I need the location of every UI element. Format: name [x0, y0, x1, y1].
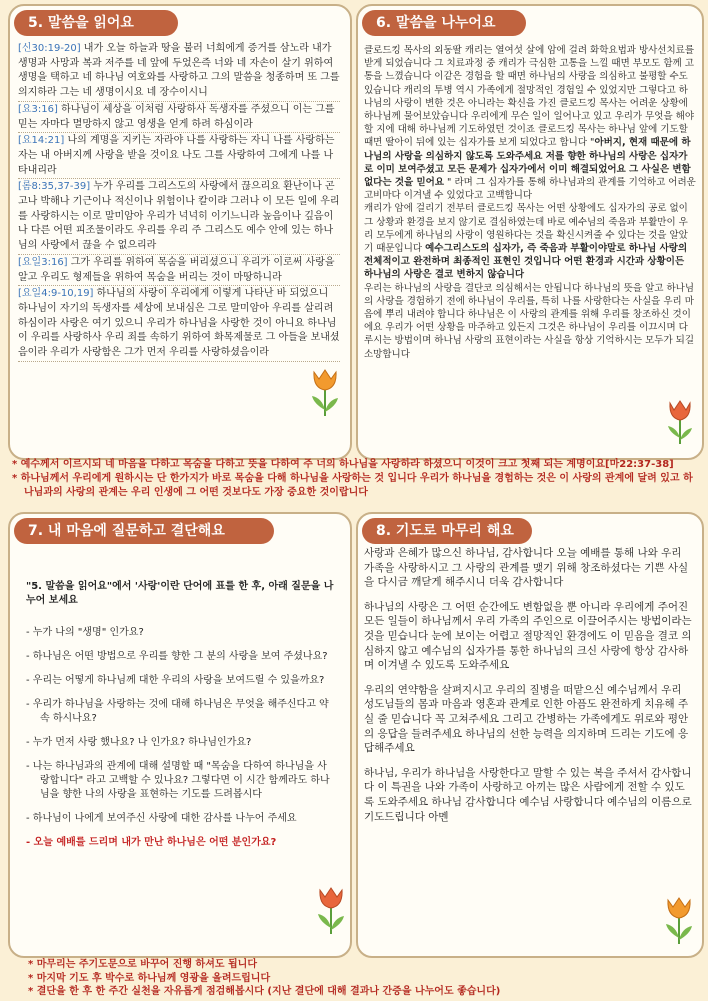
tulip-icon: [660, 894, 698, 946]
prayer-paragraph: 하나님의 사랑은 그 어떤 순간에도 변함없을 뿐 아니라 우리에게 주어진 모든 일들이 하나님께서 우리 가족의 주인으로 이끌어주시는 방법이라는 것을 믿습니다 눈에 보이는 어렵고 절망적인 환경에도 이 믿음을 결코 의심하지 않고 예수님의 십자가를 통한 하나님의 크신 사랑에 항상 감사하며 이겨낼 수 있도록 도와주세요: [364, 600, 692, 672]
scripture-text: 누가 우리를 그리스도의 사랑에서 끊으리요 환난이나 곤고나 박해나 기근이나 적신이나 위험이나 칼이랴 그러나 이 모든 일에 우리를 사랑하시는 이로 말미암아 우리가 넉넉히 이기느니라 높음이나 깊음이나 다른 어떤 피조물이라도 우리를 우리 주 그리스도 예수 안에 있는 하나님의 사랑에서 끊을 수 없으리라: [18, 181, 340, 252]
scripture-reference: [요일3:16]: [18, 256, 68, 268]
section8-prayer: [364, 546, 694, 834]
scripture-text: 내가 오늘 하늘과 땅을 불러 너희에게 증거를 삼노라 내가 생명과 사망과 복과 저주를 네 앞에 두었은즉 너와 네 자손이 살기 위하여 생명을 택하고 네 하나님 여호와를 사랑하고 그의 말씀을 청종하며 또 그를 의지하라 그는 네 생명이시요 네 장수이시니: [18, 43, 340, 99]
question-item: - 나는 하나님과의 관계에 대해 설명할 때 "목숨을 다하여 하나님을 사랑합니다" 라고 고백할 수 있나요? 그렇다면 이 시간 함께라도 하나님을 향한 나의 사랑을 표현하는 기도를 드려봅시다: [26, 761, 330, 800]
tulip-icon: [306, 366, 344, 418]
final-question-text: 오늘 예배를 드리며 내가 만난 하나님은 어떤 분인가요?: [33, 837, 277, 848]
final-question: - 오늘 예배를 드리며 내가 만난 하나님은 어떤 분인가요?: [26, 837, 277, 848]
question-item: - 우리가 하나님을 사랑하는 것에 대해 하나님은 무엇을 해주신다고 약속 하시나요?: [26, 699, 329, 724]
question-item: - 우리는 어떻게 하나님께 대한 우리의 사랑을 보여드릴 수 있을까요?: [26, 675, 325, 686]
body-text: 우리는 하나님의 사랑을 결단코 의심해서는 안됩니다 하나님의 뜻을 알고 하나님의 사랑을 경험하기 전에 하나님이 우리를, 특히 나를 사랑한다는 사실을 우리 마음에 뿌리 내려야 합니다 하나님은 이 사랑의 관계를 위해 우리를 창조하신 것이에요 우리가 어떤 상황을 마주하고 있든지 그것은 하나님이 우리를 이끄시며 다루시는 방법이며 하나님 사랑의 표현이라는 사실을 항상 기억하시는 모두가 되길 소망합니다: [364, 282, 695, 360]
scripture-reference: [요14:21]: [18, 135, 65, 147]
question-text: 누가 나의 "생명" 인가요?: [32, 627, 144, 638]
footer-note-text: 결단을 한 후 한 주간 실천을 자유롭게 점검해봅시다 (지난 결단에 대해 결과나 간증을 나누어도 좋습니다): [36, 986, 501, 997]
question-text: 우리가 하나님을 사랑하는 것에 대해 하나님은 무엇을 해주신다고 약속 하시나요?: [32, 699, 329, 724]
section7-intro: "5. 말씀을 읽어요"에서 '사랑'이란 단어에 표를 한 후, 아래 질문을 나누어 보세요: [26, 581, 334, 606]
footer-note-text: 마지막 기도 후 박수로 하나님께 영광을 올려드립니다: [36, 972, 271, 984]
scripture-reference: [롬8:35,37-39]: [18, 181, 91, 193]
question-text: 나는 하나님과의 관계에 대해 설명할 때 "목숨을 다하여 하나님을 사랑합니다" 라고 고백할 수 있나요? 그렇다면 이 시간 함께라도 하나님을 향한 나의 사랑을 표현하는 기도를 드려봅시다: [32, 761, 330, 800]
question-text: 우리는 어떻게 하나님께 대한 우리의 사랑을 보여드릴 수 있을까요?: [32, 675, 325, 686]
emphasis-text: 예수그리스도의 십자가, 즉 죽음과 부활이야말로 하나님 사랑의 전체적이고 완전하며 최종적인 표현인 것입니다 어떤 환경과 시간과 상황이든 하나님의 사랑은 결코 변하지 않습니다: [364, 243, 688, 281]
scripture-passage: [18, 287, 340, 362]
body-text: 클로드킹 목사의 외동딸 캐리는 열여섯 살에 암에 걸려 화학요법과 방사선치료를 받게 되었습니다 그 치료과정 중 캐리가 극심한 고통을 느낄 때면 부모도 함께 고통을 느꼈습니다 이같은 경험을 할 때면 하나님의 사랑을 의심하고 불평할 수도 있습니다 캐리의 투병 역시 가족에게 절망적인 경험일 수 있었지만 그렇다고 하나님의 사랑이 변한 것은 아니라는 확신을 가진 클로드킹 목사는 어려운 상황에 하나님께 물어보았습니다 우리에게 무슨 일이 일어나고 있고 우리가 무엇을 해야할 지에 대해 하나님께 기도하였던 것이죠 클로드킹 목사는 하나님 앞에 기도할 때면 딸아이 뒤에 있는 십자가를 보게 되었다고 합니다 ": [364, 45, 695, 149]
section6-body: [364, 44, 696, 361]
scripture-text: 하나님이 세상을 이처럼 사랑하사 독생자를 주셨으니 이는 그를 믿는 자마다 멸망하지 않고 영생을 얻게 하려 하심이라: [18, 103, 335, 130]
question-text: 하나님은 어떤 방법으로 우리를 향한 그 분의 사랑을 보여 주셨나요?: [32, 651, 328, 662]
section5-scripture: [18, 42, 340, 363]
footer-note: * 결단을 한 후 한 주간 실천을 자유롭게 점검해봅시다 (지난 결단에 대해 결과나 간증을 나누어도 좋습니다): [28, 986, 501, 997]
scripture-passage: [18, 103, 340, 133]
scripture-passage: [18, 256, 340, 286]
scripture-reference: [요일4:9-10,19]: [18, 288, 94, 300]
body-text: " 라며 그 십자가를 통해 하나님과의 관계를 기억하고 어려운 고비마다 이겨낼 수 있었다고 고백합니다: [364, 177, 696, 202]
scripture-text: 나의 계명을 지키는 자라야 나를 사랑하는 자니 나를 사랑하는 자는 내 아버지께 사랑을 받을 것이요 나도 그를 사랑하여 그에게 나를 나타내리라: [18, 135, 335, 176]
section7-questions: [26, 580, 336, 860]
scripture-reference: [신30:19-20]: [18, 43, 81, 54]
scripture-text: 하나님의 사랑이 우리에게 이렇게 나타난 바 되었으니 하나님이 자기의 독생자를 세상에 보내심은 그로 말미암아 우리를 살리려 하심이라 사랑은 여기 있으니 우리가 하나님을 사랑한 것이 아니요 하나님이 우리를 사랑하사 우리 죄를 속하기 위하여 화목제물로 그 아들을 보내셨음이라 우리가 사랑함은 그가 먼저 우리를 사랑하셨음이라: [18, 288, 340, 359]
section7-title: 7. 내 마음에 질문하고 결단해요: [14, 518, 274, 544]
question-item: - 하나님은 어떤 방법으로 우리를 향한 그 분의 사랑을 보여 주셨나요?: [26, 651, 328, 662]
question-text: 하나님이 나에게 보여주신 사랑에 대한 감사를 나누어 주세요: [32, 813, 297, 824]
footer-notes: [28, 958, 698, 999]
tulip-icon: [312, 884, 350, 936]
footer-note-text: 마무리는 주기도문으로 바꾸어 진행 하셔도 됩니다: [36, 959, 257, 970]
scripture-passage: [18, 134, 340, 179]
tulip-icon: [662, 398, 698, 446]
question-item: - 누가 나의 "생명" 인가요?: [26, 627, 144, 638]
prayer-paragraph: 하나님, 우리가 하나님을 사랑한다고 말할 수 있는 복을 주셔서 감사합니다 이 특권을 나와 가족이 사랑하고 아끼는 많은 사람에게 전할 수 있도록 도와주세요 하나님 감사합니다 예수님 사랑합니다 예수님의 이름으로 기도드립니다 아멘: [364, 766, 692, 823]
footer-note: * 마무리는 주기도문으로 바꾸어 진행 하셔도 됩니다: [28, 959, 257, 970]
emphasis-text: 아버지, 현재 때문에 하나님의 사랑을 의심하지 않도록 도와주세요 저를 향한 하나님의 사랑은 십자가로 이미 보여주셨고 모든 문제가 십자가에서 이미 해결되었어요 그 사실은 변함없다는 것을 믿어요: [364, 137, 691, 189]
memory-verse-2-text: 하나님께서 우리에게 원하시는 단 한가지가 바로 목숨을 다해 하나님을 사랑하는 것 입니다 우리가 하나님을 경험하는 것은 이 사랑의 관계에 달려 있고 하나님과의 사랑의 관계는 우리 인생에 그 어떤 것보다도 가장 중요한 것이랍니다: [20, 473, 693, 498]
section8-title: 8. 기도로 마무리 해요: [362, 518, 532, 544]
scripture-text: 그가 우리를 위하여 목숨을 버리셨으니 우리가 이로써 사랑을 알고 우리도 형제들을 위하여 목숨을 버리는 것이 마땅하니라: [18, 256, 335, 283]
prayer-paragraph: 우리의 연약함을 살펴지시고 우리의 질병을 떠맡으신 예수님께서 우리 성도님들의 몸과 마음과 영혼과 관계로 인한 아픔도 완전하게 치유해 주실 줄 믿습니다 꼭 고쳐주세요 그리고 간병하는 가족에게도 위로와 평안의 응답을 들려주세요 하나님의 선한 능력을 의지하며 드리는 기도에 응답해주세요: [364, 683, 689, 755]
section5-title: 5. 말씀을 읽어요: [14, 10, 178, 36]
memory-verse-1: * 예수께서 이르시되 네 마음을 다하고 목숨을 다하고 뜻을 다하여 주 너의 하나님을 사랑하라 하셨으니 이것이 크고 첫째 되는 계명이요[마22:37-38]: [12, 459, 674, 470]
question-text: 누가 먼저 사랑 했나요? 나 인가요? 하나님인가요?: [32, 737, 252, 748]
memory-verse-1-text: 예수께서 이르시되 네 마음을 다하고 목숨을 다하고 뜻을 다하여 주 너의 하나님을 사랑하라 하셨으니 이것이 크고 첫째 되는 계명이요[마22:37-38]: [20, 459, 674, 470]
scripture-passage: [18, 180, 340, 255]
section6-title: 6. 말씀을 나누어요: [362, 10, 526, 36]
memory-verse-2: * 하나님께서 우리에게 원하시는 단 한가지가 바로 목숨을 다해 하나님을 사랑하는 것 입니다 우리가 하나님을 경험하는 것은 이 사랑의 관계에 달려 있고 하나님과의 사랑의 관계는 우리 인생에 그 어떤 것보다도 가장 중요한 것이랍니다: [12, 473, 693, 498]
scripture-reference: [요3:16]: [18, 103, 58, 115]
scripture-passage: [18, 42, 340, 102]
question-item: - 하나님이 나에게 보여주신 사랑에 대한 감사를 나누어 주세요: [26, 813, 297, 824]
memory-verse: [12, 458, 696, 500]
question-item: - 누가 먼저 사랑 했나요? 나 인가요? 하나님인가요?: [26, 737, 252, 748]
prayer-paragraph: 사랑과 은혜가 많으신 하나님, 감사합니다 오늘 예배를 통해 나와 우리 가족을 사랑하시고 그 사랑의 관계를 맺기 위해 창조하셨다는 기쁜 사실을 다시금 깨닫게 해주시니 더욱 감사합니다: [364, 547, 689, 589]
question-list: [26, 626, 336, 826]
body-text: 캐리가 암에 걸리기 전부터 클로드킹 목사는 어떤 상황에도 십자가의 공로 없이 그 상황과 환경을 보지 않기로 결심하였는데 바로 예수님의 죽음과 부활만이 우리 모두에게 하나님의 사랑이 영원하다는 것을 확신시켜줄 수 있다는 것을 알았기 때문입니다: [364, 203, 688, 255]
footer-note: * 마지막 기도 후 박수로 하나님께 영광을 올려드립니다: [28, 972, 271, 984]
